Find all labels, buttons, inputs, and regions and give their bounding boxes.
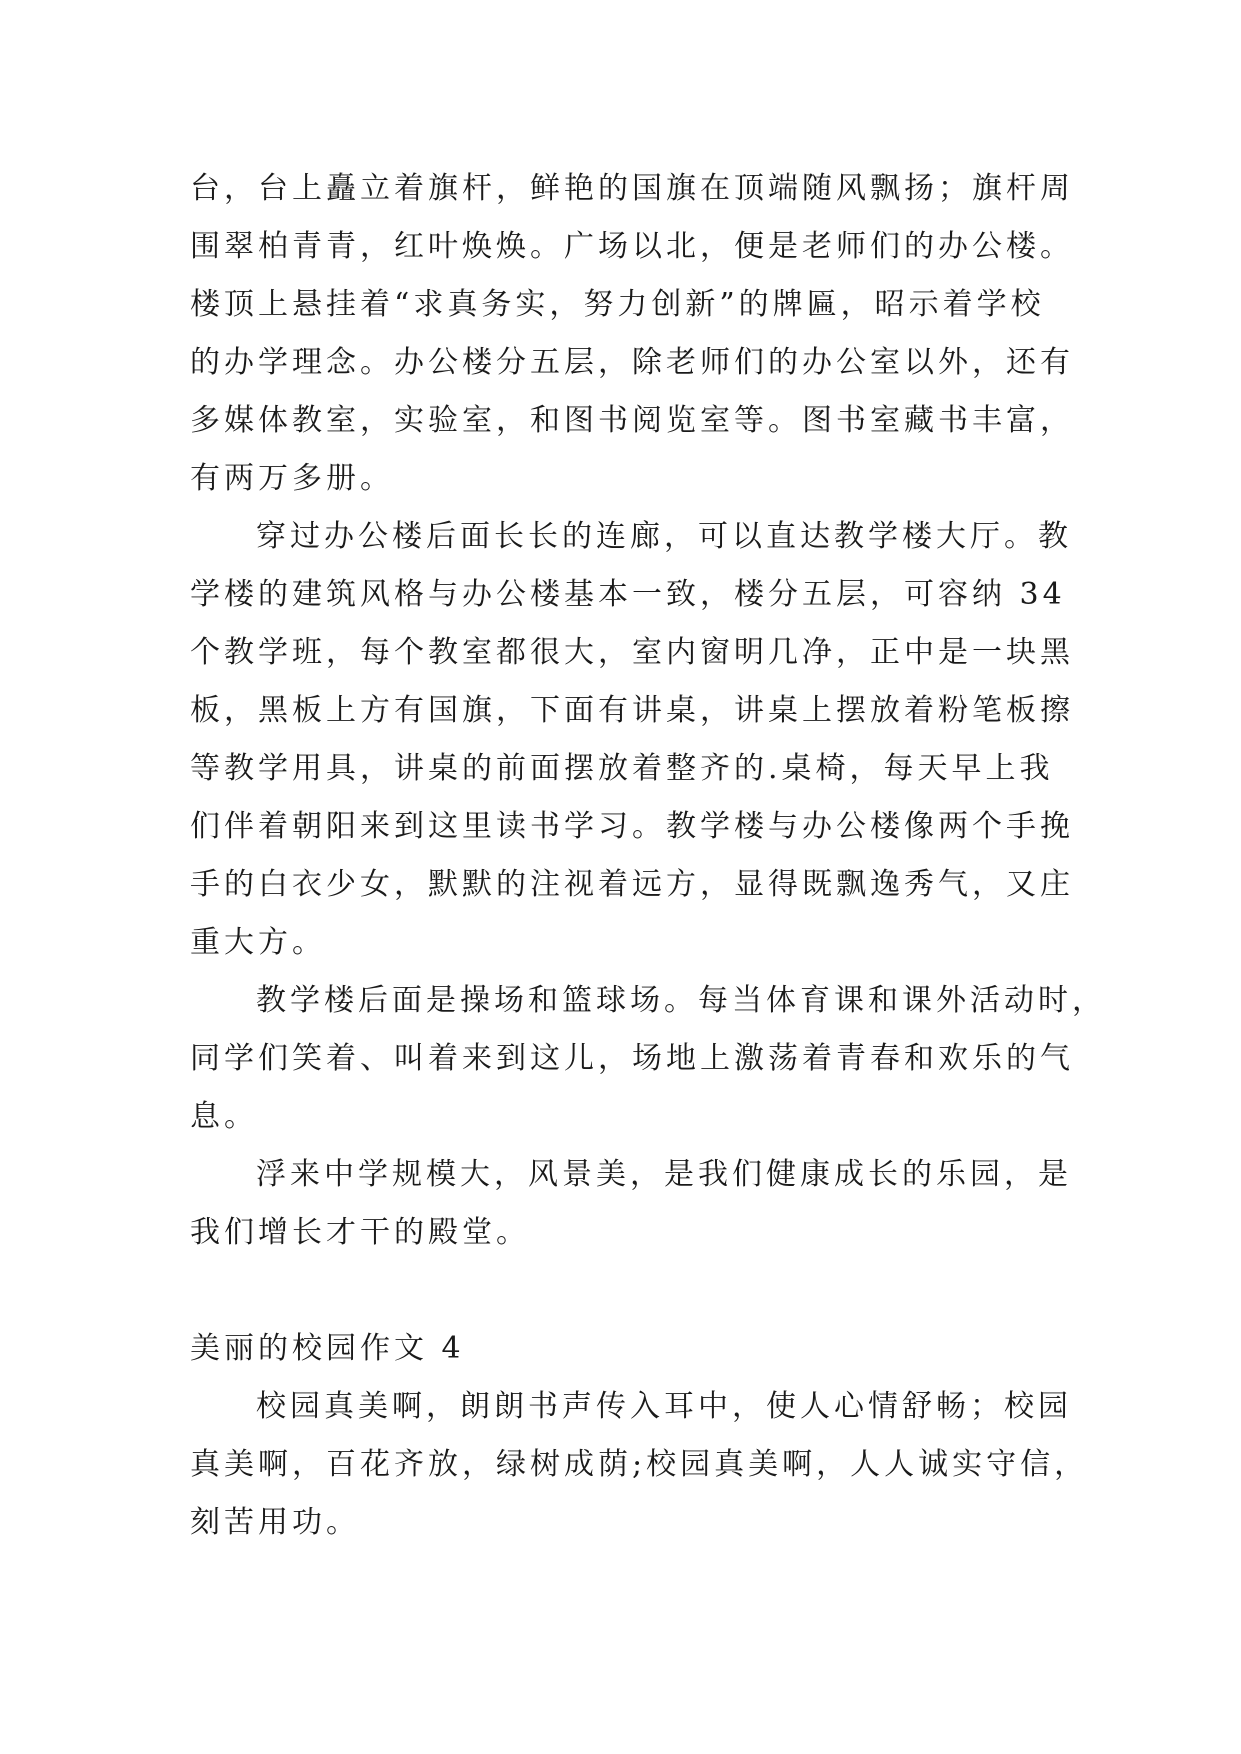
paragraph-teaching-building (190, 508, 1074, 972)
paragraph-line: 楼顶上悬挂着“求真务实，努力创新”的牌匾，昭示着学校 (190, 287, 1045, 322)
paragraph-line: 有两万多册。 (190, 461, 394, 496)
paragraph-conclusion (190, 1146, 1072, 1262)
paragraph-line: 我们增长才干的殿堂。 (190, 1215, 530, 1250)
paragraph-line: 的办学理念。办公楼分五层，除老师们的办公室以外，还有 (190, 345, 1074, 380)
paragraph-line: 多媒体教室，实验室，和图书阅览室等。图书室藏书丰富， (190, 403, 1074, 438)
paragraph-line: 围翠柏青青，红叶焕焕。广场以北，便是老师们的办公楼。 (190, 229, 1074, 264)
paragraph-line: 息。 (190, 1099, 258, 1134)
paragraph-line: 刻苦用功。 (190, 1505, 360, 1540)
paragraph-line: 真美啊，百花齐放，绿树成荫;校园真美啊，人人诚实守信， (190, 1447, 1089, 1482)
paragraph-line: 们伴着朝阳来到这里读书学习。教学楼与办公楼像两个手挽 (190, 809, 1074, 844)
paragraph-office-building (190, 160, 1074, 508)
paragraph-section-intro (190, 1378, 1089, 1552)
paragraph-line: 穿过办公楼后面长长的连廊，可以直达教学楼大厅。教 (256, 519, 1072, 554)
paragraph-line: 浮来中学规模大，风景美，是我们健康成长的乐园，是 (256, 1157, 1072, 1192)
section-title: 美丽的校园作文 4 (190, 1331, 465, 1366)
paragraph-line: 教学楼后面是操场和篮球场。每当体育课和课外活动时， (256, 983, 1106, 1018)
paragraph-line: 个教学班，每个教室都很大，室内窗明几净，正中是一块黑 (190, 635, 1074, 670)
paragraph-line: 学楼的建筑风格与办公楼基本一致，楼分五层，可容纳 34 (190, 577, 1066, 612)
paragraph-line: 校园真美啊，朗朗书声传入耳中，使人心情舒畅；校园 (256, 1389, 1072, 1424)
paragraph-line: 台，台上矗立着旗杆，鲜艳的国旗在顶端随风飘扬；旗杆周 (190, 171, 1074, 206)
document-body (190, 160, 1106, 1552)
paragraph-line: 等教学用具，讲桌的前面摆放着整齐的.桌椅，每天早上我 (190, 751, 1054, 786)
paragraph-line: 重大方。 (190, 925, 326, 960)
paragraph-line: 手的白衣少女，默默的注视着远方，显得既飘逸秀气，又庄 (190, 867, 1074, 902)
paragraph-line: 板，黑板上方有国旗，下面有讲桌，讲桌上摆放着粉笔板擦 (190, 693, 1074, 728)
paragraph-line: 同学们笑着、叫着来到这儿，场地上激荡着青春和欢乐的气 (190, 1041, 1074, 1076)
paragraph-playground (190, 972, 1106, 1146)
